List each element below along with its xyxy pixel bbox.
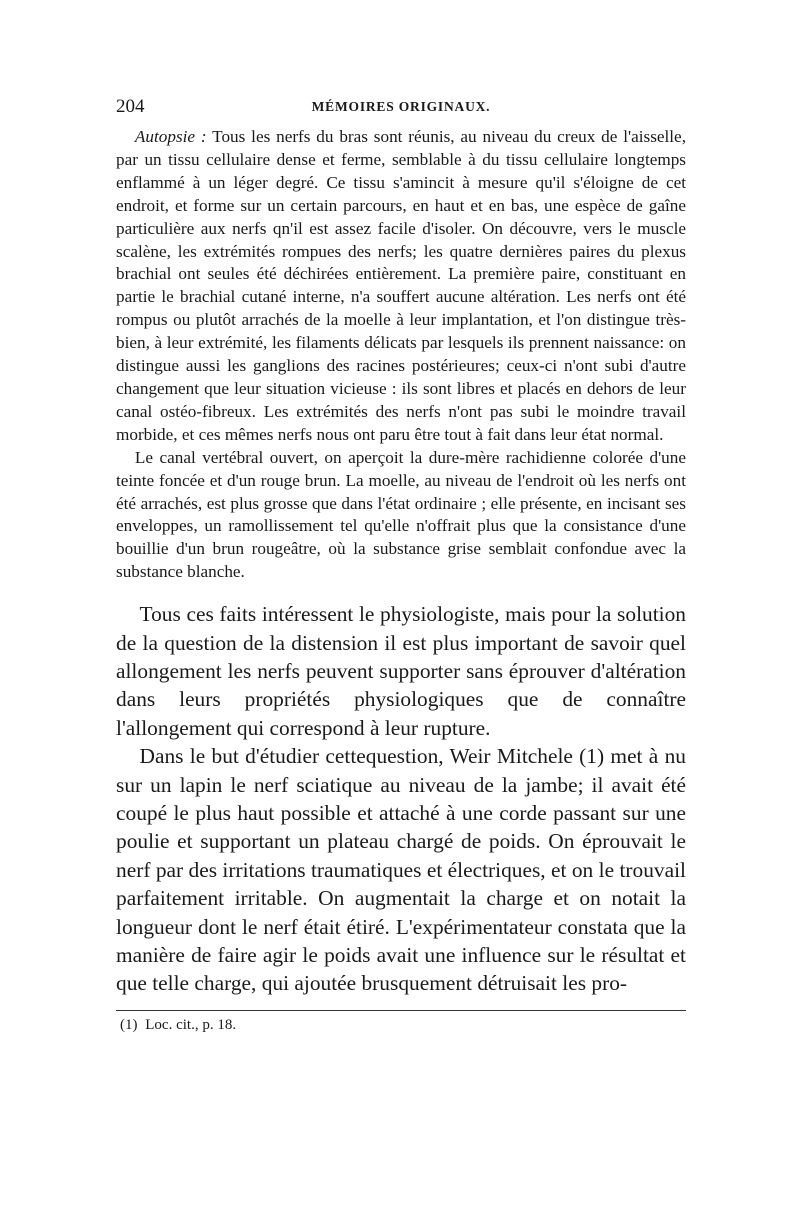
running-head (116, 96, 686, 122)
footnote-marker: (1) (120, 1016, 138, 1033)
paragraph-physiologist: Tous ces faits intéressent le physiologiste, mais pour la solution de la question de la distension il est plus important de savoir quel allongement les nerfs peuvent supporter sans éprouver d'altération dans leurs propriétés physiologiques que de connaître l'allongement qui correspond à leur rupture. (116, 602, 686, 740)
page (116, 96, 686, 1034)
autopsy-text: Tous les nerfs du bras sont réunis, au niveau du creux de l'aisselle, par un tissu cellulaire dense et ferme, semblable à du tissu cellulaire longtemps enflammé à un léger degré. Ce tissu s'amincit à mesure qu'il s'éloigne de cet endroit, et forme sur un certain parcours, en haut et en bas, une espèce de gaîne particulière aux nerfs qn'il est assez facile d'isoler. On découvre, vers le muscle scalène, les extrémités rompues des nerfs; les quatre dernières paires du plexus brachial ont seules été déchirées entièrement. La première paire, constituant en partie le brachial cutané interne, n'a souffert aucune altération. Les nerfs ont été rompus ou plutôt arrachés de la moelle à leur implantation, et l'on distingue très-bien, à leur extrémité, les filaments délicats par lesquels ils prennent naissance: on distingue aussi les ganglions des racines postérieures; ceux-ci n'ont subi d'autre changement que leur situation vicieuse : ils sont libres et placés en dehors de leur canal ostéo-fibreux. Les extrémités des nerfs n'ont pas subi le moindre travail morbide, et ces mêmes nerfs nous ont paru être tout à fait dans leur état normal. (116, 127, 686, 444)
footnote-divider (116, 1010, 686, 1011)
paragraph-mitchell: Dans le but d'étudier cettequestion, Weir Mitchele (1) met à nu sur un lapin le nerf sciatique au niveau de la jambe; il avait été coupé le plus haut possible et attaché à une corde passant sur une poulie et supportant un plateau chargé de poids. On éprouvait le nerf par des irritations traumatiques et électriques, et on le trouvail parfaitement irritable. On augmentait la charge et on notait la longueur dont le nerf était étiré. L'expérimentateur constata que la manière de faire agir le poids avait une influence sur le résultat et que telle charge, qui ajoutée brusquement détruisait les pro- (116, 744, 686, 996)
footnote-text: Loc. cit., p. 18. (145, 1016, 237, 1033)
paragraph-canal: Le canal vertébral ouvert, on aperçoit la dure-mère rachidienne colorée d'une teinte foncée et d'un rouge brun. La moelle, au niveau de l'endroit où les nerfs ont été arrachés, est plus grosse que dans l'état ordinaire ; elle présente, en incisant ses enveloppes, un ramollissement tel qu'elle n'offrait plus que la consistance d'une bouillie d'un brun rougeâtre, où la substance grise semblait confondue avec la substance blanche. (116, 447, 686, 582)
footnote (116, 1017, 686, 1034)
page-number: 204 (116, 96, 145, 117)
autopsy-label: Autopsie : (134, 127, 207, 146)
paragraph-autopsy (116, 126, 686, 447)
section-title: MÉMOIRES ORIGINAUX. (311, 99, 491, 114)
